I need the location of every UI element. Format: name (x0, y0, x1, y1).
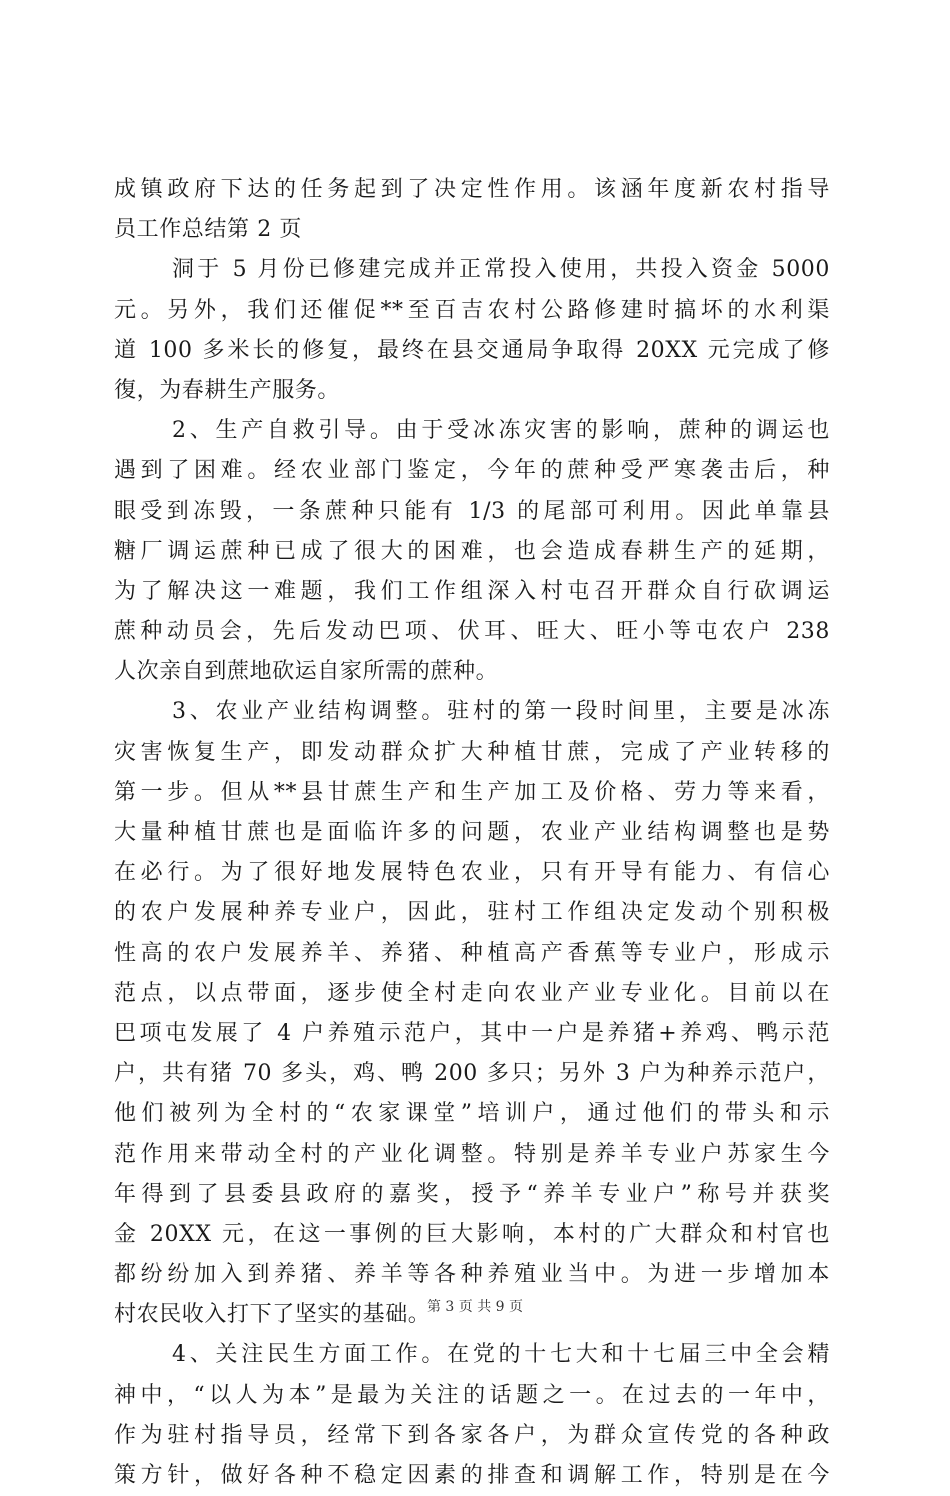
text-line: 户，共有猪 70 多头，鸡、鸭 200 多只；另外 3 户为种养示范户， (114, 1061, 830, 1087)
text-line: 的农户发展种养专业户，因此，驻村工作组决定发动个别积极 (114, 900, 830, 926)
text-line: 范点，以点带面，逐步使全村走向农业产业专业化。目前以在 (114, 980, 830, 1006)
text-line: 元。另外，我们还催促**至百吉农村公路修建时搞坏的水利渠 (114, 297, 830, 323)
text-line: 都纷纷加入到养猪、养羊等各种养殖业当中。为进一步增加本 (114, 1262, 830, 1288)
text-line: 范作用来带动全村的产业化调整。特别是养羊专业户苏家生今 (114, 1141, 830, 1167)
text-line: 4、关注民生方面工作。在党的十七大和十七届三中全会精 (172, 1342, 830, 1368)
text-line: 作为驻村指导员，经常下到各家各户，为群众宣传党的各种政 (114, 1422, 830, 1448)
text-line: 巴项屯发展了 4 户养殖示范户，其中一户是养猪+养鸡、鸭示范 (114, 1020, 830, 1046)
text-line: 復，为春耕生产服务。 (114, 377, 341, 403)
text-line: 为了解决这一难题，我们工作组深入村屯召开群众自行砍调运 (114, 578, 830, 604)
text-line: 在必行。为了很好地发展特色农业，只有开导有能力、有信心 (114, 860, 830, 886)
text-line: 神中，“以人为本”是最为关注的话题之一。在过去的一年中， (114, 1382, 830, 1408)
text-line: 糖厂调运蔗种已成了很大的困难，也会造成春耕生产的延期， (114, 538, 830, 564)
text-line: 蔗种动员会，先后发动巴项、伏耳、旺大、旺小等屯农户 238 (114, 619, 830, 645)
text-line: 洞于 5 月份已修建完成并正常投入使用，共投入资金 5000 (172, 257, 830, 283)
text-line: 策方针，做好各种不稳定因素的排查和调解工作，特别是在今 (114, 1463, 830, 1488)
text-line: 村农民收入打下了坚实的基础。 (114, 1302, 431, 1328)
text-line: 眼受到冻毁，一条蔗种只能有 1/3 的尾部可利用。因此单靠县 (114, 498, 830, 524)
text-line: 2、生产自救引导。由于受冰冻灾害的影响，蔗种的调运也 (172, 418, 830, 444)
text-line: 第一步。但从**县甘蔗生产和生产加工及价格、劳力等来看， (114, 779, 830, 805)
text-line: 年得到了县委县政府的嘉奖，授予“养羊专业户”称号并获奖 (114, 1181, 830, 1207)
text-line: 员工作总结第 2 页 (114, 217, 302, 243)
text-line: 灾害恢复生产，即发动群众扩大种植甘蔗，完成了产业转移的 (114, 739, 830, 765)
text-line: 3、农业产业结构调整。驻村的第一段时间里，主要是冰冻 (172, 699, 830, 725)
text-line: 金 20XX 元，在这一事例的巨大影响，本村的广大群众和村官也 (114, 1221, 830, 1247)
text-line: 性高的农户发展养羊、养猪、种植高产香蕉等专业户，形成示 (114, 940, 830, 966)
page-footer: 第 3 页 共 9 页 (426, 1299, 524, 1315)
text-line: 大量种植甘蔗也是面临许多的问题，农业产业结构调整也是势 (114, 820, 830, 845)
text-line: 遇到了困难。经农业部门鉴定，今年的蔗种受严寒袭击后，种 (114, 458, 830, 484)
text-line: 人次亲自到蔗地砍运自家所需的蔗种。 (114, 659, 499, 685)
text-line: 他们被列为全村的“农家课堂”培训户，通过他们的带头和示 (114, 1101, 830, 1127)
text-line: 道 100 多米长的修复，最终在县交通局争取得 20XX 元完成了修 (114, 337, 830, 363)
text-line: 成镇政府下达的任务起到了决定性作用。该涵年度新农村指导 (114, 177, 830, 202)
